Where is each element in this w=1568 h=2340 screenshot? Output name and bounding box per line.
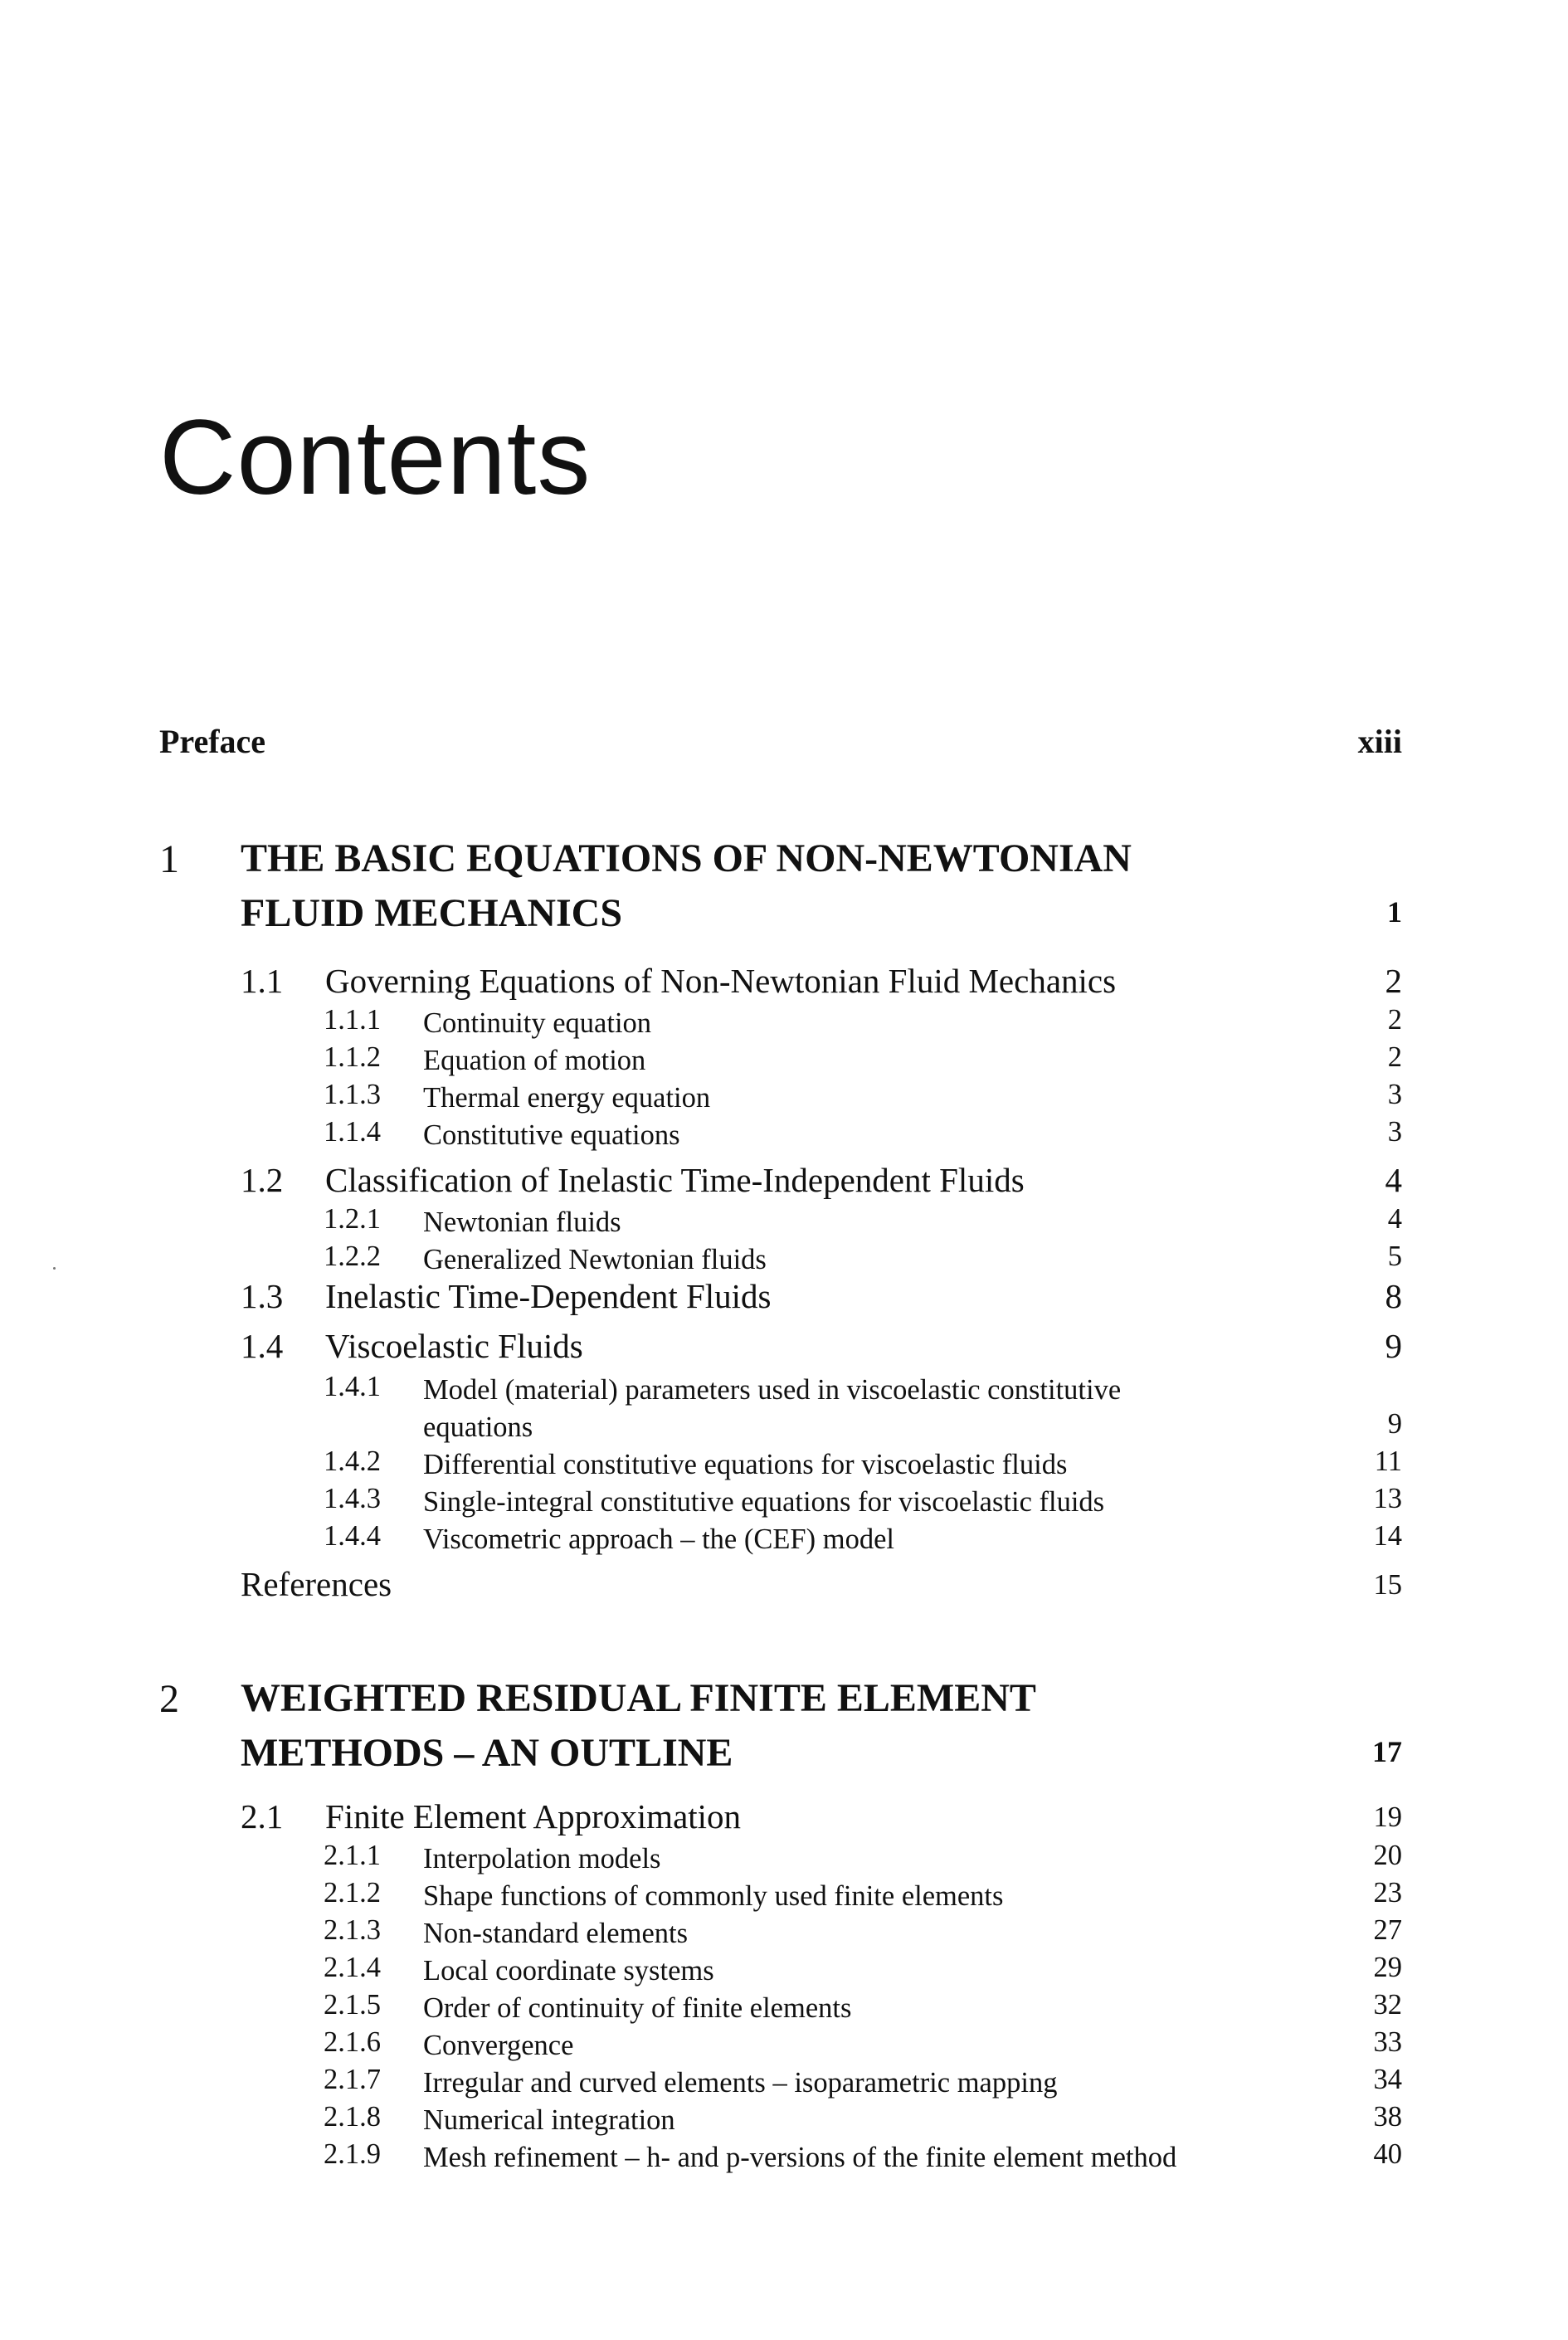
subsection-number: 2.1.4 xyxy=(324,1952,381,1983)
subsection-label: Generalized Newtonian fluids xyxy=(423,1244,767,1275)
references-page: 15 xyxy=(1373,1569,1402,1601)
subsection-label: Single-integral constitutive equations for viscoelastic fluids xyxy=(423,1486,1105,1518)
subsection-number: 1.1.4 xyxy=(324,1116,381,1148)
chapter-number: 1 xyxy=(159,837,179,881)
section-label: Inelastic Time-Dependent Fluids xyxy=(325,1277,772,1315)
subsection-page: 40 xyxy=(1373,2138,1402,2170)
subsection-number: 1.2.2 xyxy=(324,1241,381,1272)
section-page: 9 xyxy=(1385,1327,1402,1365)
subsection-page: 23 xyxy=(1373,1877,1402,1909)
subsection-label: Viscometric approach – the (CEF) model xyxy=(423,1523,894,1555)
subsection-label: Thermal energy equation xyxy=(423,1082,711,1114)
subsection-page: 3 xyxy=(1387,1079,1402,1110)
subsection-number: 2.1.3 xyxy=(324,1914,381,1946)
subsection-page: 20 xyxy=(1373,1840,1402,1871)
chapter-title-line: METHODS – AN OUTLINE xyxy=(241,1731,733,1775)
subsection-page: 34 xyxy=(1373,2064,1402,2095)
section-page: 2 xyxy=(1385,962,1402,1000)
subsection-page: 2 xyxy=(1387,1041,1402,1073)
chapter-title-line: WEIGHTED RESIDUAL FINITE ELEMENT xyxy=(241,1676,1036,1720)
subsection-label: Irregular and curved elements – isoparametric mapping xyxy=(423,2067,1058,2099)
section-page: 19 xyxy=(1373,1801,1402,1833)
subsection-label: Numerical integration xyxy=(423,2104,675,2136)
preface-label: Preface xyxy=(159,723,266,760)
section-label: Governing Equations of Non-Newtonian Fluid Mechanics xyxy=(325,962,1117,1000)
subsection-page: 32 xyxy=(1373,1989,1402,2021)
subsection-label: Model (material) parameters used in viscoelastic constitutive xyxy=(423,1374,1122,1406)
subsection-page: 33 xyxy=(1373,2026,1402,2058)
stray-mark xyxy=(53,1267,56,1270)
chapter-number: 2 xyxy=(159,1677,179,1721)
subsection-number: 1.2.1 xyxy=(324,1203,381,1235)
subsection-label: Local coordinate systems xyxy=(423,1955,714,1987)
subsection-label: Equation of motion xyxy=(423,1045,646,1076)
section-number: 2.1 xyxy=(241,1797,284,1835)
subsection-page: 9 xyxy=(1387,1408,1402,1440)
subsection-label: Shape functions of commonly used finite elements xyxy=(423,1880,1004,1912)
subsection-label: Convergence xyxy=(423,2030,574,2061)
subsection-number: 2.1.7 xyxy=(324,2064,381,2095)
section-label: Viscoelastic Fluids xyxy=(325,1327,583,1365)
subsection-page: 11 xyxy=(1374,1445,1402,1477)
chapter-title-line: FLUID MECHANICS xyxy=(241,891,623,935)
subsection-label: Differential constitutive equations for viscoelastic fluids xyxy=(423,1449,1068,1480)
subsection-number: 1.4.2 xyxy=(324,1445,381,1477)
subsection-page: 38 xyxy=(1373,2101,1402,2133)
chapter-title-line: THE BASIC EQUATIONS OF NON-NEWTONIAN xyxy=(241,836,1132,880)
subsection-label: Interpolation models xyxy=(423,1843,661,1874)
subsection-number: 2.1.5 xyxy=(324,1989,381,2021)
chapter-page: 1 xyxy=(1387,895,1402,929)
subsection-page: 13 xyxy=(1373,1483,1402,1514)
preface-page: xiii xyxy=(1357,723,1402,760)
chapter-page: 17 xyxy=(1372,1735,1402,1768)
subsection-label: Non-standard elements xyxy=(423,1918,689,1949)
section-number: 1.2 xyxy=(241,1161,284,1199)
subsection-label: Continuity equation xyxy=(423,1007,652,1039)
page-title: Contents xyxy=(159,398,592,517)
subsection-number: 2.1.6 xyxy=(324,2026,381,2058)
section-number: 1.3 xyxy=(241,1277,284,1315)
section-number: 1.4 xyxy=(241,1327,284,1365)
references-label: References xyxy=(241,1565,392,1603)
subsection-number: 2.1.2 xyxy=(324,1877,381,1909)
subsection-number: 2.1.8 xyxy=(324,2101,381,2133)
section-number: 1.1 xyxy=(241,962,284,1000)
subsection-page: 4 xyxy=(1387,1203,1402,1235)
subsection-number: 2.1.9 xyxy=(324,2138,381,2170)
subsection-number: 1.4.3 xyxy=(324,1483,381,1514)
subsection-number: 1.4.4 xyxy=(324,1520,381,1552)
subsection-page: 27 xyxy=(1373,1914,1402,1946)
subsection-number: 1.1.2 xyxy=(324,1041,381,1073)
section-label: Classification of Inelastic Time-Independent Fluids xyxy=(325,1161,1025,1199)
subsection-number: 1.1.3 xyxy=(324,1079,381,1110)
subsection-page: 29 xyxy=(1373,1952,1402,1983)
subsection-label: Constitutive equations xyxy=(423,1119,680,1151)
subsection-number: 1.1.1 xyxy=(324,1004,381,1036)
chapter-title xyxy=(241,1671,1319,1781)
section-label: Finite Element Approximation xyxy=(325,1797,742,1835)
subsection-label-continued: equations xyxy=(423,1411,533,1443)
subsection-page: 3 xyxy=(1387,1116,1402,1148)
section-page: 4 xyxy=(1385,1161,1402,1199)
subsection-number: 1.4.1 xyxy=(324,1371,381,1402)
chapter-title xyxy=(241,831,1319,941)
subsection-label: Newtonian fluids xyxy=(423,1207,621,1238)
section-page: 8 xyxy=(1385,1277,1402,1315)
subsection-label: Order of continuity of finite elements xyxy=(423,1992,852,2024)
subsection-label: Mesh refinement – h- and p-versions of the finite element method xyxy=(423,2142,1177,2173)
subsection-number: 2.1.1 xyxy=(324,1840,381,1871)
subsection-page: 14 xyxy=(1373,1520,1402,1552)
subsection-page: 2 xyxy=(1387,1004,1402,1036)
subsection-page: 5 xyxy=(1387,1241,1402,1272)
